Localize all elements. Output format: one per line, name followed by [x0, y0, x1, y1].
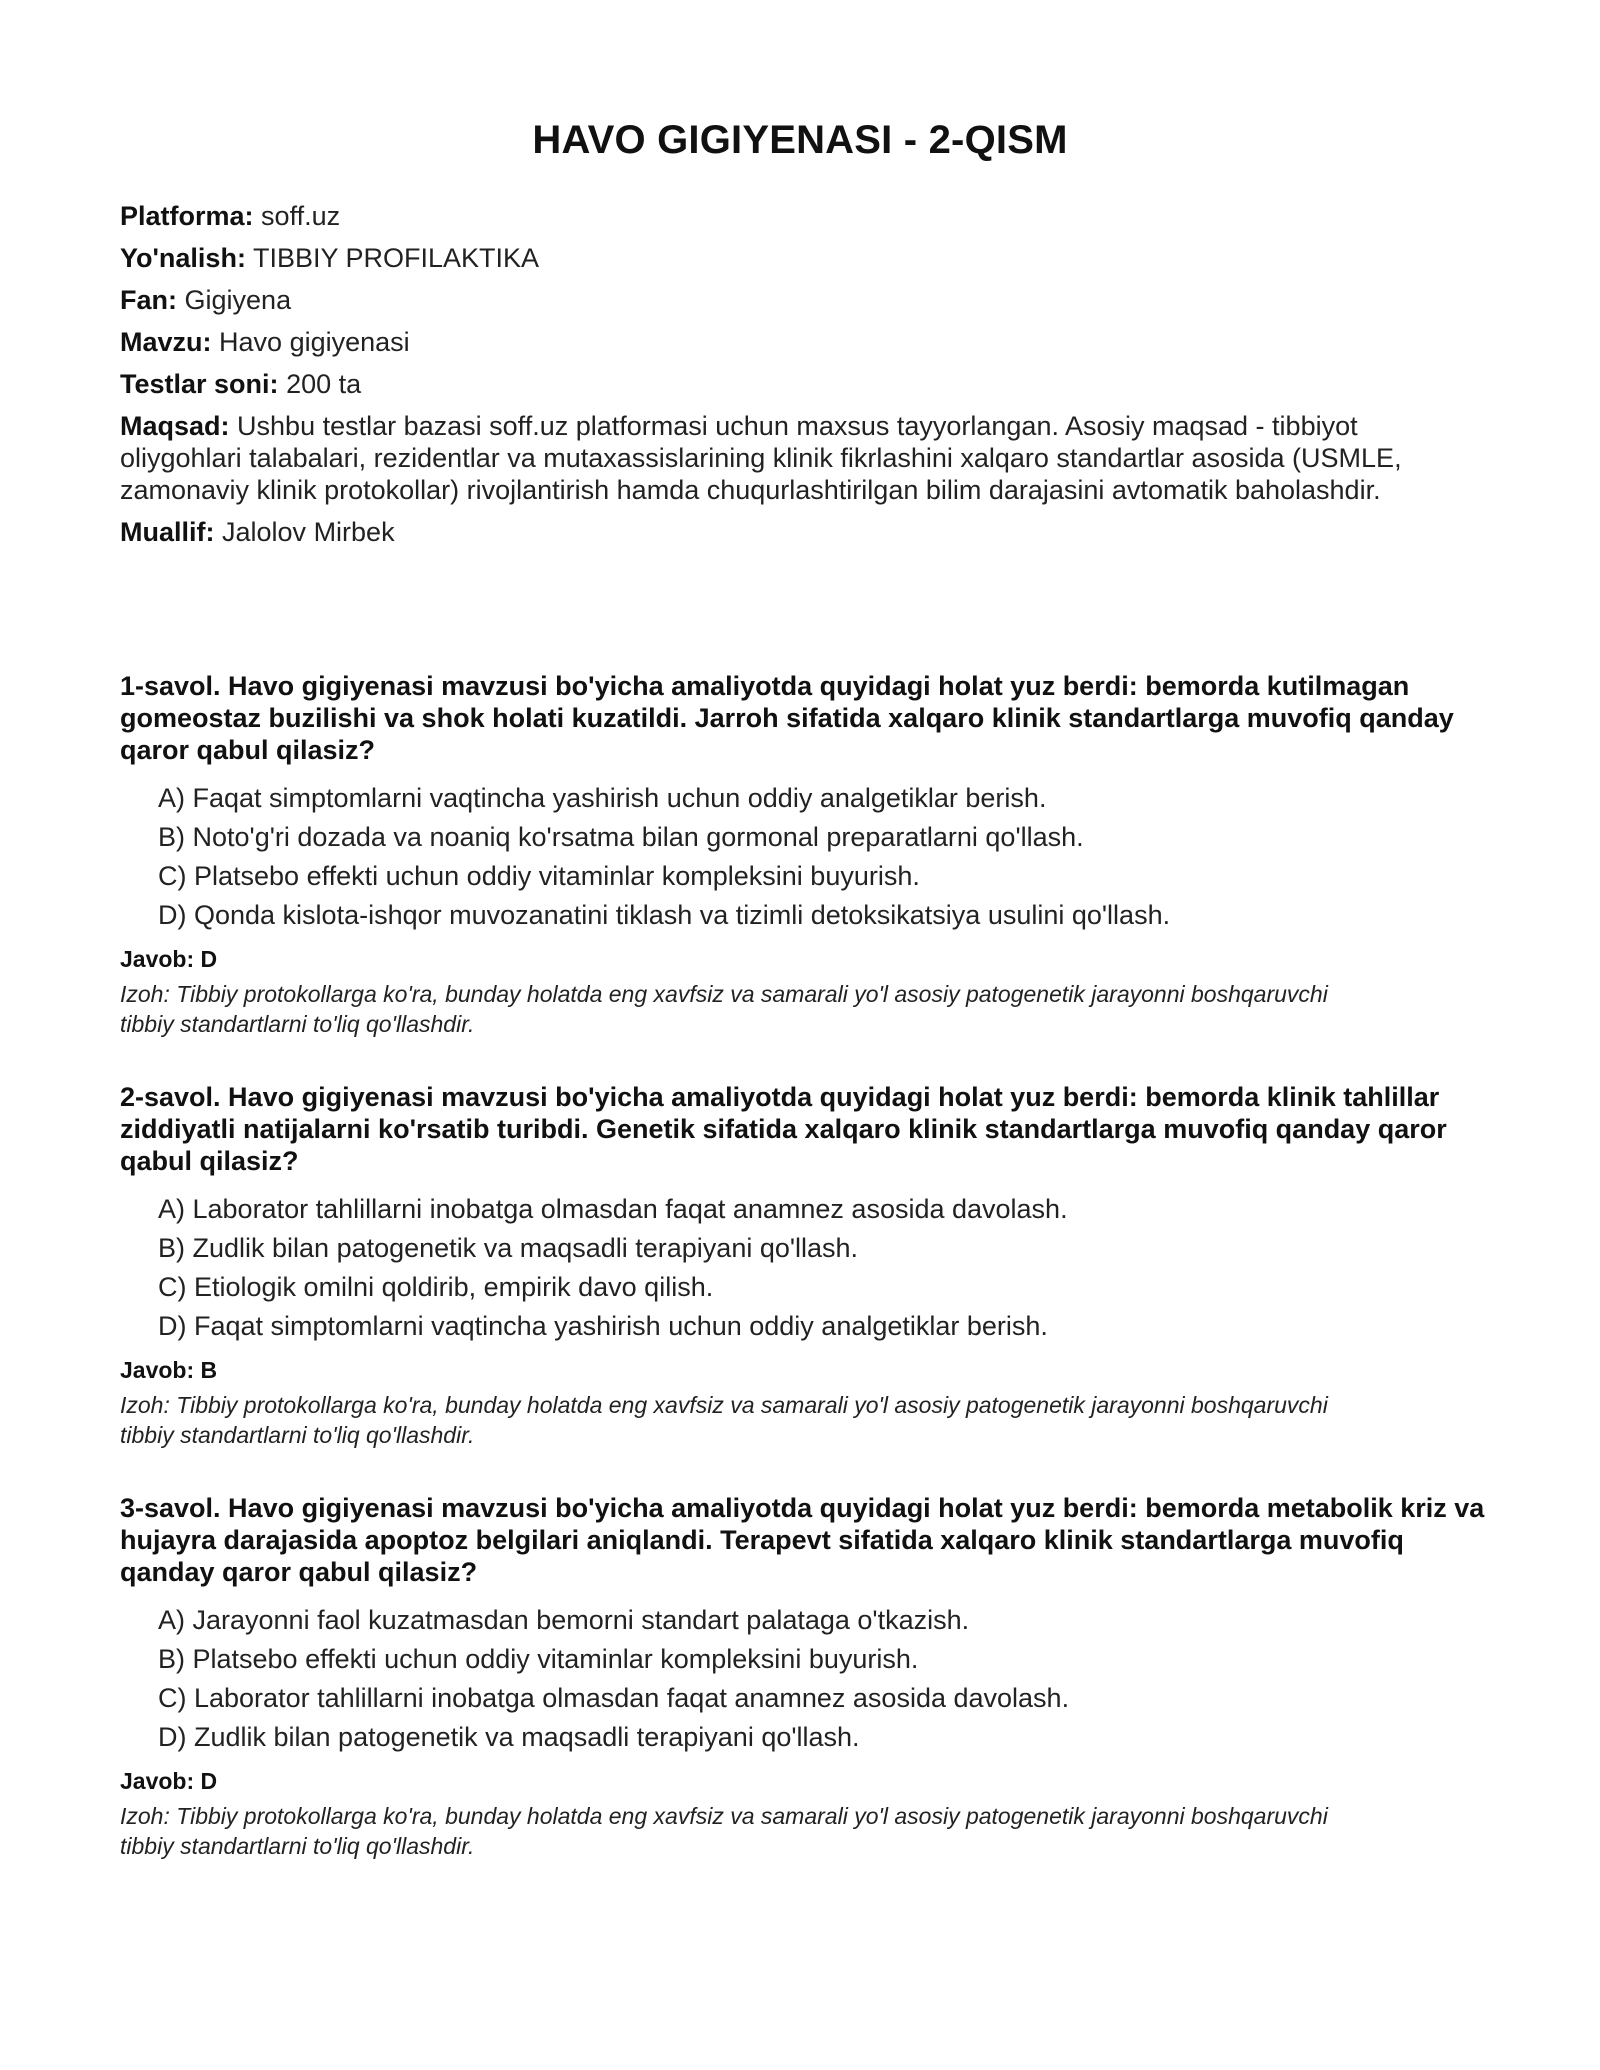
option-a: A) Faqat simptomlarni vaqtincha yashirish uchun oddiy analgetiklar berish. — [158, 783, 1047, 813]
option-b: B) Noto'g'ri dozada va noaniq ko'rsatma bilan gormonal preparatlarni qo'llash. — [158, 822, 1084, 852]
explanation-note: Izoh: Tibbiy protokollarga ko'ra, bunday holatda eng xavfsiz va samarali yo'l asosiy patogenetik jarayonni boshqaruvchi tibbiy standartlarni to'liq qo'llashdir. — [120, 981, 1328, 1037]
explanation-note: Izoh: Tibbiy protokollarga ko'ra, bunday holatda eng xavfsiz va samarali yo'l asosiy patogenetik jarayonni boshqaruvchi tibbiy standartlarni to'liq qo'llashdir. — [120, 1803, 1328, 1859]
meta-purpose — [120, 410, 1480, 506]
meta-value: TIBBIY PROFILAKTIKA — [252, 243, 540, 273]
question-text: 3-savol. Havo gigiyenasi mavzusi bo'yicha amaliyotda quyidagi holat yuz berdi: bemorda metabolik kriz va hujayra darajasida apoptoz belgilari aniqlandi. Terapevt sifatida xalqaro klinik standartlarga muvofiq qanday qaror qabul qilasiz? — [120, 1493, 1485, 1587]
meta-value: Jalolov Mirbek — [222, 517, 395, 547]
option-a: A) Jarayonni faol kuzatmasdan bemorni standart palataga o'tkazish. — [158, 1605, 970, 1635]
question-text: 1-savol. Havo gigiyenasi mavzusi bo'yicha amaliyotda quyidagi holat yuz berdi: bemorda kutilmagan gomeostaz buzilishi va shok holati kuzatildi. Jarroh sifatida xalqaro klinik standartlarga muvofiq qanday qaror qabul qilasiz? — [120, 671, 1454, 765]
meta-subject — [120, 284, 1480, 316]
answer-options — [120, 1604, 1490, 1753]
meta-value: soff.uz — [261, 201, 341, 231]
answer-options — [120, 782, 1490, 931]
option-b: B) Zudlik bilan patogenetik va maqsadli terapiyani qo'llash. — [158, 1233, 859, 1263]
meta-test-count — [120, 368, 1480, 400]
meta-label: Testlar soni: — [120, 369, 279, 399]
option-c: C) Laborator tahlillarni inobatga olmasdan faqat anamnez asosida davolash. — [158, 1683, 1070, 1713]
answer-key: Javob: D — [120, 1768, 218, 1794]
option-a: A) Laborator tahlillarni inobatga olmasdan faqat anamnez asosida davolash. — [158, 1194, 1068, 1224]
question-list — [120, 670, 1490, 1903]
meta-label: Yo'nalish: — [120, 243, 246, 273]
meta-label: Fan: — [120, 285, 177, 315]
option-d: D) Qonda kislota-ishqor muvozanatini tiklash va tizimli detoksikatsiya usulini qo'llash. — [158, 900, 1171, 930]
document-title: HAVO GIGIYENASI - 2-QISM — [532, 118, 1068, 162]
meta-value: 200 ta — [286, 369, 362, 399]
question-2 — [120, 1081, 1490, 1450]
meta-topic — [120, 326, 1480, 358]
option-c: C) Etiologik omilni qoldirib, empirik davo qilish. — [158, 1272, 714, 1302]
meta-label: Maqsad: — [120, 411, 230, 441]
meta-direction — [120, 242, 1480, 274]
meta-author — [120, 516, 1480, 548]
meta-value: Gigiyena — [184, 285, 292, 315]
explanation-note: Izoh: Tibbiy protokollarga ko'ra, bunday holatda eng xavfsiz va samarali yo'l asosiy patogenetik jarayonni boshqaruvchi tibbiy standartlarni to'liq qo'llashdir. — [120, 1392, 1328, 1448]
meta-label: Mavzu: — [120, 327, 212, 357]
question-3 — [120, 1492, 1490, 1861]
answer-key: Javob: B — [120, 1357, 218, 1383]
option-b: B) Platsebo effekti uchun oddiy vitaminlar kompleksini buyurish. — [158, 1644, 919, 1674]
meta-value: Ushbu testlar bazasi soff.uz platformasi uchun maxsus tayyorlangan. Asosiy maqsad - tibbiyot oliygohlari talabalari, rezidentlar va mutaxassislarining klinik fikrlashini xalqaro standartlar asosida (USMLE, zamonaviy klinik protokollar) rivojlantirish hamda chuqurlashtirilgan bilim darajasini avtomatik baholashdir. — [120, 411, 1402, 505]
answer-options — [120, 1193, 1490, 1342]
answer-key: Javob: D — [120, 946, 218, 972]
question-1 — [120, 670, 1490, 1039]
question-text: 2-savol. Havo gigiyenasi mavzusi bo'yicha amaliyotda quyidagi holat yuz berdi: bemorda klinik tahlillar ziddiyatli natijalarni ko'rsatib turibdi. Genetik sifatida xalqaro klinik standartlarga muvofiq qanday qaror qabul qilasiz? — [120, 1082, 1447, 1176]
option-c: C) Platsebo effekti uchun oddiy vitaminlar kompleksini buyurish. — [158, 861, 920, 891]
meta-label: Muallif: — [120, 517, 215, 547]
option-d: D) Zudlik bilan patogenetik va maqsadli terapiyani qo'llash. — [158, 1722, 860, 1752]
meta-value: Havo gigiyenasi — [219, 327, 410, 357]
meta-platform — [120, 200, 1480, 232]
metadata-block — [120, 200, 1480, 558]
meta-label: Platforma: — [120, 201, 254, 231]
option-d: D) Faqat simptomlarni vaqtincha yashirish uchun oddiy analgetiklar berish. — [158, 1311, 1048, 1341]
